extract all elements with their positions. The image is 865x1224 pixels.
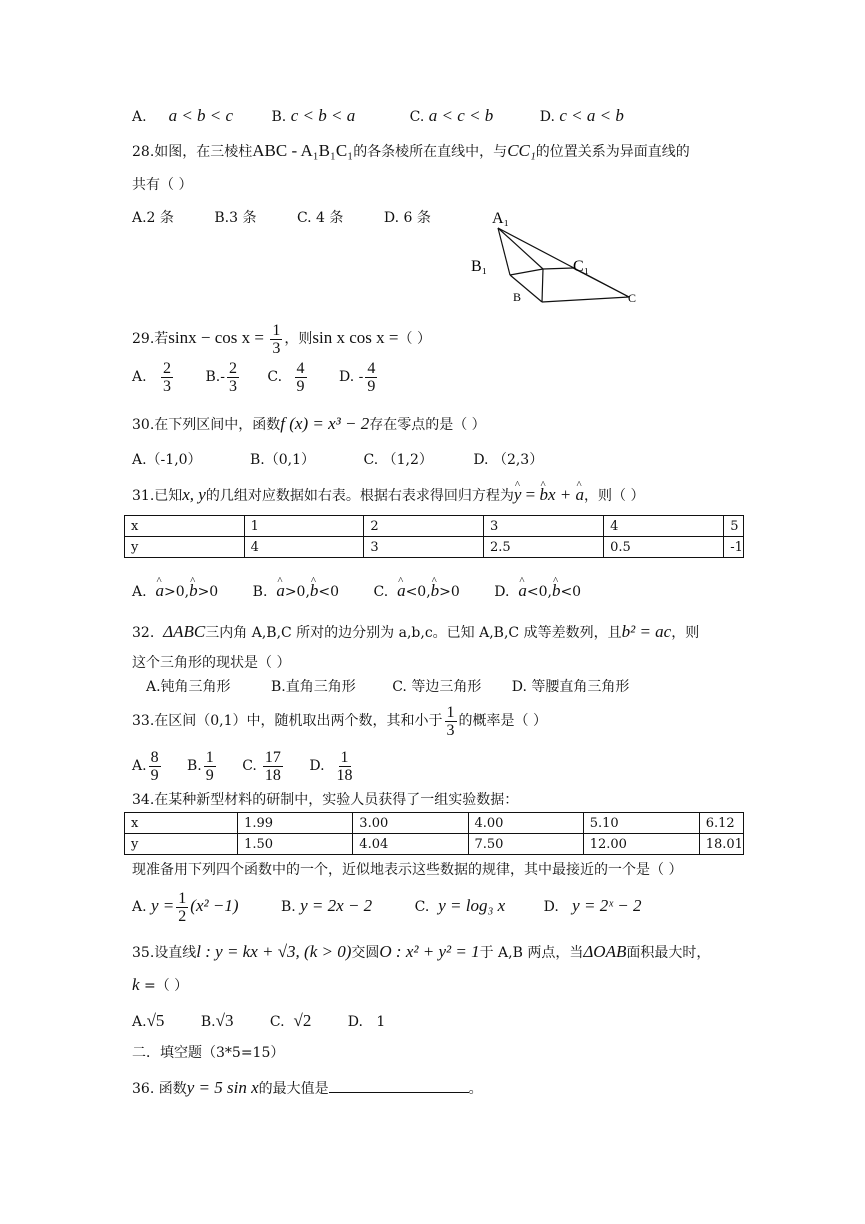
q31-option-c-label: C. — [373, 584, 389, 600]
table-cell: 3.00 — [353, 813, 468, 834]
q31-a-bhat: ^ b — [189, 581, 198, 601]
q29-text-post: （ ） — [398, 331, 431, 347]
q29-option-b-label: B. — [205, 369, 221, 385]
q27-option-a: a < b < c — [168, 106, 234, 125]
q35-option-b: √3 — [215, 1011, 234, 1030]
q34-option-b-label: B. — [280, 899, 296, 915]
q34-question: 现准备用下列四个函数中的一个，近似地表示这些数据的规律，其中最接近的一个是（ ） — [132, 862, 683, 878]
q28-text-mid: 的各条棱所在直线中，与 — [353, 144, 508, 160]
q29-fraction — [270, 322, 282, 357]
q35-line-eq: l : y = kx + √3, (k > 0) — [196, 942, 352, 961]
q31-options — [132, 581, 581, 602]
q29-a-den: 3 — [163, 377, 172, 395]
q29-d-den: 9 — [367, 377, 376, 395]
q36-text-post: 的最大值是 — [258, 1081, 329, 1097]
q35-triangle: ΔOAB — [583, 942, 627, 961]
q32-number: 32. — [132, 625, 155, 641]
q29-expr2: sin x cos x = — [312, 328, 399, 347]
q31-d-bhat: ^ b — [552, 581, 561, 601]
q35-option-a: √5 — [146, 1011, 165, 1030]
q30-stem — [132, 414, 486, 435]
q27-option-c: a < c < b — [428, 106, 494, 125]
q31-d-b: <0 — [560, 584, 582, 600]
q32-text1: 三内角 A,B,C 所对的边分别为 a,b,c。已知 A,B,C 成等差数列，且 — [205, 625, 622, 641]
q34-a-num: 1 — [178, 889, 187, 907]
q29-text-pre: 29.若 — [132, 331, 169, 347]
q31-b-a: >0, — [284, 584, 310, 600]
q31-text-pre: 31.已知 — [132, 488, 183, 504]
q33-d-num: 1 — [340, 748, 349, 766]
table-cell: 0.5 — [604, 537, 724, 558]
q33-c-num: 17 — [264, 748, 281, 766]
q29-option-d-label: D. — [338, 369, 355, 385]
q29-b-den: 3 — [228, 377, 237, 395]
q35-option-c-label: C. — [269, 1014, 285, 1030]
q29-option-a-label: A. — [132, 369, 147, 385]
q33-c-den: 18 — [264, 766, 281, 784]
q35-option-d-label: D. — [347, 1014, 363, 1030]
q33-a-num: 8 — [150, 748, 159, 766]
q33-b-num: 1 — [205, 748, 214, 766]
q35-stem-line2 — [132, 975, 188, 996]
q34-options — [132, 886, 641, 926]
q34-option-d: y = 2ˣ − 2 — [572, 896, 642, 915]
table-cell: 1.50 — [238, 834, 353, 855]
q29-c-den: 9 — [296, 377, 305, 395]
q33-option-b-label: B. — [187, 758, 202, 774]
q29-option-c-label: C. — [267, 369, 283, 385]
table-cell: 7.50 — [468, 834, 583, 855]
table-cell: 2.5 — [483, 537, 603, 558]
table-cell: 4 — [244, 537, 364, 558]
table-row — [125, 516, 744, 537]
prism-figure — [465, 205, 645, 305]
table-cell: 2 — [364, 516, 484, 537]
q31-a-ahat: ^ a — [155, 581, 164, 601]
q33-frac-num: 1 — [446, 703, 455, 721]
q31-eq-equals: = — [521, 485, 540, 504]
q32-options — [146, 677, 629, 697]
table-cell: y — [125, 834, 238, 855]
q28-prism: ABC - A₁B₁C₁ — [252, 141, 354, 160]
q31-a-a: >0, — [163, 584, 190, 600]
q31-eq-ahat: ^ a — [576, 485, 585, 505]
q32-eq: b² = ac — [621, 622, 672, 641]
q28-text-post: 的位置关系为异面直线的 — [535, 144, 690, 160]
q33-frac-den: 3 — [446, 721, 455, 739]
q33-text-post: 的概率是（ ） — [458, 713, 547, 729]
table-cell: 1 — [244, 516, 364, 537]
q31-stem — [132, 485, 644, 506]
q29-b-sign: - — [220, 369, 225, 385]
q35-option-c: √2 — [293, 1011, 312, 1030]
q29-d-sign: - — [358, 369, 364, 385]
q31-option-d-label: D. — [494, 584, 510, 600]
q27-option-b: c < b < a — [290, 106, 356, 125]
q28-text-pre: 28.如图，在三棱柱 — [132, 144, 253, 160]
q32-text2: ，则 — [671, 625, 700, 641]
q33-stem — [132, 701, 547, 741]
q30-option-b: B.（0,1） — [250, 452, 316, 468]
q28-option-a: A.2 条 — [132, 210, 174, 226]
label-a1: A₁ — [492, 210, 510, 227]
q35-option-a-label: A. — [132, 1014, 147, 1030]
q29-c-num: 4 — [296, 359, 305, 377]
q29-option-b — [227, 360, 239, 395]
q29-expr: sinx − cos x = — [168, 328, 264, 347]
table-row — [125, 537, 744, 558]
q32-option-c: C. 等边三角形 — [392, 679, 482, 695]
q34-option-b: y = 2x − 2 — [300, 896, 373, 915]
q36-stem — [132, 1078, 483, 1099]
q28-options — [132, 208, 431, 228]
q33-b-den: 9 — [205, 766, 214, 784]
q31-a-b: >0 — [197, 584, 219, 600]
q33-a-den: 9 — [150, 766, 159, 784]
table-cell: 3 — [364, 537, 484, 558]
q34-table — [124, 812, 744, 855]
q30-text-pre: 30.在下列区间中，函数 — [132, 417, 281, 433]
q34-option-c-label: C. — [414, 899, 430, 915]
q31-vars: x, y — [182, 485, 206, 504]
q34-option-d-label: D. — [543, 899, 559, 915]
q27-option-b-label: B. — [271, 109, 287, 125]
q30-option-d: D. （2,3） — [473, 452, 544, 468]
q29-a-num: 2 — [163, 359, 172, 377]
q32-option-d: D. 等腰直角三角形 — [511, 679, 630, 695]
q35-option-d: 1 — [376, 1014, 386, 1030]
q35-text-pre: 35.设直线 — [132, 945, 197, 961]
table-cell: 5.10 — [583, 813, 699, 834]
q31-d-a: <0, — [526, 584, 552, 600]
q27-option-a-label: A. — [132, 109, 147, 125]
q29-option-a — [161, 360, 173, 395]
q32-option-b: B.直角三角形 — [271, 679, 356, 695]
q35-stem — [132, 942, 710, 963]
q30-options — [132, 450, 543, 470]
q32-stem-line2: 这个三角形的现状是（ ） — [132, 655, 291, 671]
table-cell: 3 — [483, 516, 603, 537]
section-heading: 二．填空题（3*5=15） — [132, 1045, 285, 1061]
q35-line2-text: =（ ） — [139, 978, 189, 994]
q31-text-post: ，则（ ） — [584, 488, 645, 504]
table-cell: x — [125, 516, 245, 537]
q29-text-mid: ，则 — [284, 331, 313, 347]
q31-eq-bhat: ^ b — [540, 485, 549, 505]
q27-option-c-label: C. — [409, 109, 425, 125]
q27-options — [132, 106, 624, 127]
answer-blank[interactable] — [329, 1078, 469, 1093]
q34-option-c: y = log₃ x — [438, 896, 506, 915]
label-b: B — [513, 290, 522, 304]
table-cell: y — [125, 537, 245, 558]
q28-edge: CC₁ — [507, 141, 536, 160]
q34-a-pre: y = — [151, 896, 175, 915]
q29-options — [132, 357, 379, 397]
q35-text-mid2: 于 A,B 两点，当 — [479, 945, 584, 961]
q34-option-a-label: A. — [132, 899, 147, 915]
q33-options — [132, 746, 355, 786]
table-cell: 1.99 — [238, 813, 353, 834]
q31-c-bhat: ^ b — [431, 581, 440, 601]
q34-stem: 34.在某种新型材料的研制中，实验人员获得了一组实验数据： — [132, 792, 519, 808]
q34-a-frac — [176, 890, 188, 925]
q35-k: k — [132, 975, 140, 994]
q27-option-d: c < a < b — [559, 106, 624, 125]
q32-stem — [132, 622, 699, 643]
q34-a-den: 2 — [178, 907, 187, 925]
q31-b-bhat: ^ b — [310, 581, 319, 601]
q31-table — [124, 515, 744, 558]
q31-option-a-label: A. — [132, 584, 147, 600]
table-cell: 6.12 — [699, 813, 743, 834]
q33-option-a-label: A. — [132, 758, 147, 774]
q30-option-a: A.（-1,0） — [132, 452, 202, 468]
q29-option-c — [295, 360, 307, 395]
table-cell: 4 — [604, 516, 724, 537]
table-cell: x — [125, 813, 238, 834]
q31-c-a: <0, — [405, 584, 431, 600]
q33-option-b — [204, 749, 216, 784]
q33-fraction — [445, 704, 457, 739]
q31-eq-yhat: ^ y — [514, 485, 522, 505]
q31-text-mid: 的几组对应数据如右表。根据右表求得回归方程为 — [205, 488, 514, 504]
q35-text-mid: 交圆 — [351, 945, 380, 961]
q30-text-post: 存在零点的是（ ） — [369, 417, 486, 433]
q33-text-pre: 33.在区间（0,1）中，随机取出两个数，其和小于 — [132, 713, 443, 729]
table-cell: 4.00 — [468, 813, 583, 834]
q31-b-b: <0 — [318, 584, 340, 600]
q35-text-post: 面积最大时， — [626, 945, 711, 961]
q30-func: f (x) = x³ − 2 — [280, 414, 370, 433]
table-cell: -1 — [724, 537, 744, 558]
table-row — [125, 813, 744, 834]
q31-c-b: >0 — [439, 584, 460, 600]
table-cell: 12.00 — [583, 834, 699, 855]
q31-eq-x: x + — [548, 485, 576, 504]
q36-end: 。 — [468, 1081, 483, 1097]
q33-option-d — [337, 749, 353, 784]
q31-d-ahat: ^ a — [518, 581, 527, 601]
q35-options — [132, 1011, 385, 1032]
q34-a-post: (x² −1) — [190, 896, 239, 915]
q31-b-ahat: ^ a — [276, 581, 285, 601]
table-cell: 4.04 — [353, 834, 468, 855]
q28-option-c: C. 4 条 — [296, 210, 344, 226]
label-c1: C₁ — [573, 258, 590, 275]
q33-option-c — [263, 749, 283, 784]
q29-frac-num: 1 — [272, 321, 281, 339]
q32-triangle: ΔABC — [163, 622, 206, 641]
label-c: C — [628, 291, 637, 305]
q32-option-a: A.钝角三角形 — [146, 679, 231, 695]
table-cell: 5 — [724, 516, 744, 537]
q36-text-pre: 36. 函数 — [132, 1081, 187, 1097]
q30-option-c: C. （1,2） — [363, 452, 433, 468]
q29-d-num: 4 — [367, 359, 376, 377]
q29-stem — [132, 318, 431, 358]
q33-option-c-label: C. — [242, 758, 257, 774]
q31-c-ahat: ^ a — [397, 581, 406, 601]
table-cell: 18.01 — [699, 834, 743, 855]
q33-option-a — [149, 749, 161, 784]
q28-stem — [132, 141, 690, 162]
q28-option-d: D. 6 条 — [383, 210, 431, 226]
table-row — [125, 834, 744, 855]
q35-circle-eq: O : x² + y² = 1 — [379, 942, 480, 961]
q33-option-d-label: D. — [309, 758, 325, 774]
q36-func: y = 5 sin x — [186, 1078, 259, 1097]
q27-option-d-label: D. — [539, 109, 555, 125]
q28-option-b: B.3 条 — [214, 210, 257, 226]
q31-option-b-label: B. — [252, 584, 268, 600]
label-b1: B₁ — [471, 258, 488, 275]
q33-d-den: 18 — [336, 766, 353, 784]
q35-option-b-label: B. — [200, 1014, 216, 1030]
q29-frac-den: 3 — [272, 339, 281, 357]
q28-stem-line2: 共有（ ） — [132, 177, 193, 193]
q29-b-num: 2 — [228, 359, 237, 377]
q29-option-d — [365, 360, 377, 395]
